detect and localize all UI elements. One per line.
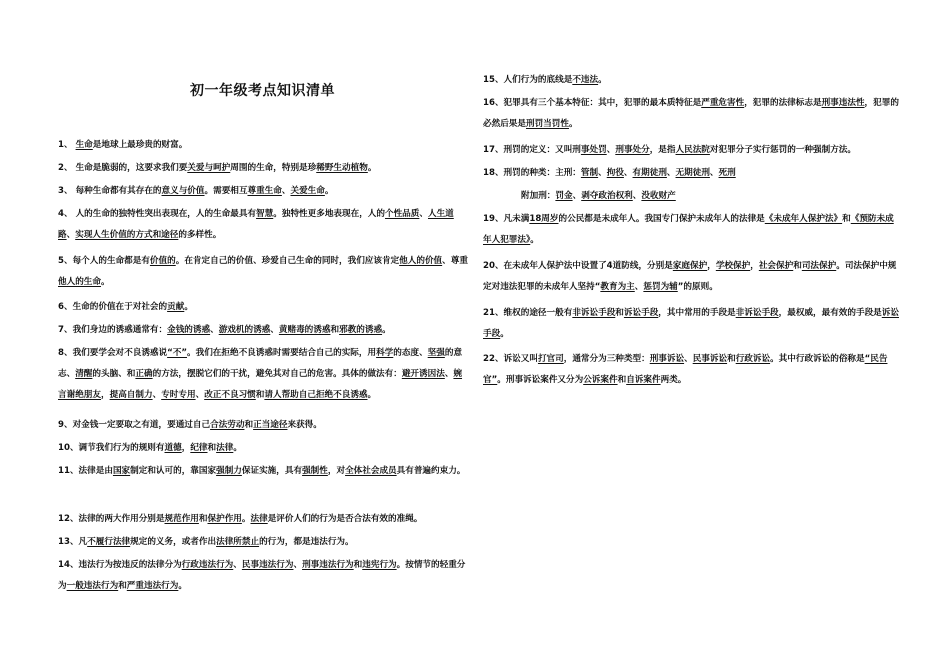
key-term: 事处罚	[580, 145, 607, 155]
item-text: 。在肯定自己的价值、珍爱自己生命的同时，我们应该肯定	[175, 256, 400, 266]
item-text: 的行为，都是违法行为。	[259, 537, 354, 547]
key-term: 正确	[135, 369, 153, 379]
item-text: 和	[207, 443, 217, 453]
key-term: 智慧	[256, 209, 274, 219]
key-term: 专时专用	[161, 390, 196, 400]
knowledge-item	[58, 181, 468, 202]
key-term: 保护作用	[207, 514, 242, 524]
key-term: 法律	[250, 514, 268, 524]
key-term: 生命	[75, 140, 93, 150]
key-term: 合法劳动	[210, 420, 245, 430]
item-text: 、	[572, 191, 582, 201]
key-term: 规范作用	[164, 514, 199, 524]
item-text: ，其中常用的手段是	[658, 308, 736, 318]
item-text: 、	[634, 282, 644, 292]
knowledge-item	[483, 186, 901, 207]
knowledge-item	[58, 461, 468, 482]
key-term: 邪教的诱惑	[339, 325, 383, 335]
item-text: 9、对金钱一定要取之有道，要通过自己	[58, 420, 211, 430]
key-term: 剥夺政治权利	[581, 191, 633, 201]
item-text: 的方法，摆脱它们的干扰，避免其对自己的危害。具体的做法有：	[152, 369, 402, 379]
item-text: 10、调节我们行为的规则有	[58, 443, 165, 453]
item-text: 20、在未成年人保护法中设置了4道防线，分别是	[483, 261, 673, 271]
item-text: 和	[198, 514, 208, 524]
key-term: 行政违法行为	[181, 560, 234, 570]
item-text: 。独特性更多地表现在，人的	[273, 209, 385, 219]
key-term: 社会保护	[758, 261, 794, 271]
item-text: 。	[568, 119, 578, 129]
key-term: 一般违法行为	[66, 581, 119, 591]
key-term: 有期徒刑	[632, 168, 667, 178]
key-term: 教育为主	[600, 282, 635, 292]
key-term: 强制性	[302, 466, 328, 476]
item-text: 的态度、	[393, 348, 428, 358]
knowledge-item	[58, 555, 468, 597]
item-text: ，最权威，最有效的手段是	[778, 308, 882, 318]
item-text: 和	[330, 325, 340, 335]
item-text: 、	[210, 325, 219, 335]
item-text: 、	[623, 168, 633, 178]
knowledge-item	[483, 303, 901, 345]
item-text: 。	[367, 163, 377, 173]
key-term: 没收财产	[641, 191, 676, 201]
key-term: 坚强	[427, 348, 445, 358]
key-term: 尊重生命	[247, 186, 282, 196]
item-text: 、	[419, 209, 428, 219]
item-text: 规定的义务，或者作出	[130, 537, 217, 547]
item-text: ，犯罪的必然后果是	[483, 98, 899, 129]
key-term: 打官司	[537, 354, 564, 364]
item-text: 、	[233, 560, 242, 570]
key-term: 死刑	[718, 168, 736, 178]
item-text: 的公民都是未成年人。我国专门保护未成年人的法律是	[558, 214, 765, 224]
key-term: 人民法院	[675, 145, 710, 155]
item-text: 。司法保护中规定对违法犯罪的未成年人坚持“	[483, 261, 897, 292]
item-text: 、尊重	[442, 256, 468, 266]
key-term: 请人帮助自己拒绝不良诱惑	[264, 390, 368, 400]
key-term: 他人的价值	[399, 256, 443, 266]
key-term: 刑事违法性	[821, 98, 865, 108]
key-term: 实现人生价值的方式和途径	[75, 230, 179, 240]
item-text: 21、维权的途径一般有	[483, 308, 573, 318]
key-term: 刑事违法行为	[302, 560, 354, 570]
item-text: 16、犯罪具有三个基本特征：其中，犯罪的最本质特征是	[483, 98, 702, 108]
item-text: 12、法律的两大作用分别是	[58, 514, 165, 524]
item-text: 和	[353, 560, 363, 570]
item-text: 和	[615, 308, 624, 318]
key-term: 他人的生命	[58, 277, 101, 287]
knowledge-item	[58, 135, 468, 156]
key-term: 法律	[216, 443, 234, 453]
key-term: 民事诉讼	[692, 354, 728, 364]
knowledge-item	[483, 256, 901, 298]
key-term: 非诉讼手段	[572, 308, 616, 318]
item-text: 。	[178, 581, 187, 591]
key-term: 家庭保护	[672, 261, 708, 271]
key-term: 学校保护	[715, 261, 751, 271]
key-term: 惩罚为辅	[643, 282, 678, 292]
item-text: 、	[709, 168, 719, 178]
knowledge-item	[58, 320, 468, 341]
item-text: 、	[598, 168, 607, 178]
key-term: 纪律	[190, 443, 208, 453]
item-text: 、	[632, 191, 642, 201]
item-text: 、	[66, 230, 76, 240]
key-term: 个性品质	[384, 209, 420, 219]
key-term: 价值的	[149, 256, 176, 266]
item-text: 14、违法行为按违反的法律分为	[58, 560, 182, 570]
item-text: 的多样性。	[178, 230, 222, 240]
key-term: 非诉讼手段	[735, 308, 779, 318]
key-term: 罚金	[555, 191, 573, 201]
key-term: 正当途径	[253, 420, 288, 430]
item-text: 。按情节的轻重分为	[58, 560, 466, 591]
item-text: 保证实施，具有	[241, 466, 303, 476]
item-text: 和	[842, 214, 851, 224]
item-text: 附加刑：	[521, 191, 556, 201]
item-text: 、	[444, 369, 454, 379]
item-text: 。	[382, 325, 391, 335]
item-text: 、	[152, 390, 162, 400]
item-text: 和	[793, 261, 802, 271]
key-term: 道德	[164, 443, 182, 453]
key-term: 不违法	[572, 75, 599, 85]
item-text: 2、 生命是脆弱的，这要求我们要	[58, 163, 188, 173]
item-text: 制定和认可的，靠国家	[130, 466, 217, 476]
item-text: 、	[606, 145, 616, 155]
item-text: 1、	[58, 140, 76, 150]
item-text: 。	[100, 277, 110, 287]
item-text: 。我们在拒绝不良诱惑时需要结合自己的实际，用	[187, 348, 377, 358]
key-term: 管制	[580, 168, 599, 178]
knowledge-item	[483, 70, 901, 91]
key-term: 拘役	[606, 168, 624, 178]
item-text: 对犯罪分子实行惩罚的一种强制方法。	[709, 145, 856, 155]
item-text: ”的原则。	[677, 282, 718, 292]
key-term: “不”	[167, 348, 187, 358]
key-term: 民事违法行为	[241, 560, 294, 570]
key-term: 司法保护	[801, 261, 837, 271]
item-text: 和	[118, 581, 127, 591]
item-text: 18、刑罚的种类：主刑：	[483, 168, 581, 178]
item-text: 7、我们身边的诱惑通常有：	[58, 325, 168, 335]
key-term: 金钱的诱惑	[167, 325, 211, 335]
key-term: 科学	[376, 348, 394, 358]
key-term: 诉讼手段	[623, 308, 659, 318]
knowledge-item	[483, 349, 901, 391]
item-text: 、	[666, 168, 676, 178]
item-text: 。	[598, 75, 607, 85]
knowledge-item	[58, 343, 468, 406]
key-term: 黄赌毒的诱惑	[278, 325, 331, 335]
key-term: 提高自制力	[109, 390, 153, 400]
knowledge-item	[58, 438, 468, 459]
item-text: 、	[270, 325, 279, 335]
item-text: ，	[707, 261, 716, 271]
item-text: 、	[281, 186, 291, 196]
key-term: 严重违法行为	[126, 581, 179, 591]
item-text: 的头脑、和	[92, 369, 136, 379]
item-text: 和	[255, 390, 265, 400]
key-term: 无期徒刑	[675, 168, 710, 178]
item-text: 两类。	[660, 375, 687, 385]
key-term: 不履行法律	[87, 537, 131, 547]
item-text: ，	[181, 443, 191, 453]
key-term: 违宪行为	[362, 560, 397, 570]
item-text: 的意志、	[58, 348, 463, 379]
key-term: “民告官”	[483, 354, 888, 385]
item-text: 、	[195, 390, 205, 400]
item-text: 和	[617, 375, 627, 385]
knowledge-item	[483, 93, 901, 135]
item-text: 。	[241, 514, 251, 524]
key-term: 意义与价值	[161, 186, 205, 196]
knowledge-item	[58, 204, 468, 246]
key-term: 刑事诉讼	[649, 354, 685, 364]
key-term: 避开诱因法	[401, 369, 445, 379]
knowledge-item	[483, 140, 901, 161]
key-term: 人生道路	[58, 209, 454, 240]
item-text: 11、法律是由	[58, 466, 113, 476]
item-text: 。	[184, 302, 193, 312]
key-term: 《预防未成年人犯罪法》	[483, 214, 894, 245]
item-text: ，是指	[649, 145, 676, 155]
key-term: 自诉案件	[626, 375, 661, 385]
key-term: 关爱与呵护	[187, 163, 231, 173]
item-text: 周围的生命，特别是珍	[230, 163, 317, 173]
item-text: 19、凡未满	[483, 214, 530, 224]
item-text: ，	[100, 390, 110, 400]
item-text: 和	[727, 354, 736, 364]
item-text: 是评价人们的行为是否合法有效的准绳。	[267, 514, 423, 524]
knowledge-item	[58, 158, 468, 179]
item-text: 15、人们行为的底线是	[483, 75, 573, 85]
item-text: 。	[367, 390, 377, 400]
key-term: 诉讼手段	[483, 308, 899, 339]
key-term: 法律所禁止	[216, 537, 260, 547]
key-term: 稀野生动植物	[316, 163, 368, 173]
key-term: 公诉案件	[583, 375, 618, 385]
item-text: 是地球上最珍贵的财富。	[92, 140, 188, 150]
item-text: 8、我们要学会对不良诱惑说	[58, 348, 168, 358]
knowledge-item	[58, 509, 468, 530]
item-text: 、	[293, 560, 303, 570]
item-text: 具有普遍约束力。	[396, 466, 466, 476]
knowledge-item	[483, 209, 901, 251]
key-term: 关爱生命	[290, 186, 325, 196]
key-term: 严重危害性	[701, 98, 745, 108]
item-text: 22、诉讼又叫	[483, 354, 538, 364]
knowledge-item	[483, 163, 901, 184]
item-text: 来获得。	[287, 420, 322, 430]
key-term: 刑事处分	[615, 145, 650, 155]
key-term: 刑罚当罚性	[525, 119, 569, 129]
item-text: 。其中行政诉讼的俗称是	[770, 354, 865, 364]
knowledge-item	[58, 415, 468, 436]
item-text: ，通常分为三种类型：	[563, 354, 650, 364]
item-text: 。需要相互	[204, 186, 248, 196]
item-text: 6、生命的价值在于对社会的	[58, 302, 168, 312]
key-term: 全体社会成员	[345, 466, 397, 476]
key-term: 18周岁	[529, 214, 559, 224]
item-text: ，	[750, 261, 759, 271]
item-text: 。刑事诉讼案件又分为	[497, 375, 584, 385]
key-term: 改正不良习惯	[204, 390, 256, 400]
key-term: 贡献	[167, 302, 185, 312]
page-title: 初一年级考点知识清单	[190, 83, 335, 99]
key-term: 婉言谢绝朋友	[58, 369, 463, 400]
item-text: 和	[244, 420, 254, 430]
key-term: 国家	[112, 466, 131, 476]
key-term: 清醒	[75, 369, 93, 379]
item-text: 4、 人的生命的独特性突出表现在，人的生命最具有	[58, 209, 257, 219]
key-term: 行政诉讼	[735, 354, 771, 364]
knowledge-item	[58, 297, 468, 318]
item-text: 3、 每种生命都有其存在的	[58, 186, 162, 196]
key-term: 《未成年人保护法》	[764, 214, 843, 224]
item-text: ，犯罪的法律标志是	[744, 98, 822, 108]
item-text: ，对	[327, 466, 346, 476]
key-term: 游戏机的诱惑	[218, 325, 271, 335]
knowledge-item	[58, 532, 468, 553]
item-text: 、	[684, 354, 693, 364]
item-text: 5、每个人的生命都是有	[58, 256, 150, 266]
item-text: 。	[233, 443, 242, 453]
item-text: 13、凡	[58, 537, 88, 547]
item-text: 。	[500, 329, 509, 339]
key-term: 强制力	[216, 466, 242, 476]
item-text: 。	[530, 235, 539, 245]
item-text: 17、刑罚的定义：又叫刑	[483, 145, 581, 155]
item-text: 。	[324, 186, 334, 196]
knowledge-item	[58, 251, 468, 293]
